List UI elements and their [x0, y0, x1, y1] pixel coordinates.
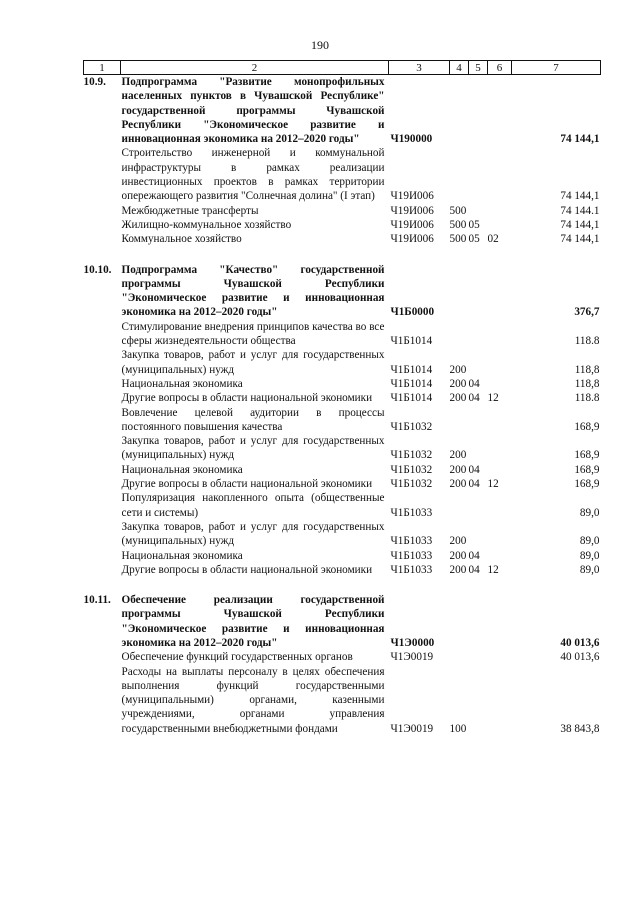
row-code: Ч1Б1014 — [390, 363, 433, 376]
row-subsection — [488, 75, 512, 147]
header-col-2: 2 — [121, 61, 389, 75]
budget-table — [83, 60, 601, 736]
row-number — [84, 549, 121, 563]
row-code: Ч1Б1033 — [390, 563, 433, 576]
row-expense-type — [450, 491, 469, 520]
row-amount: 38 843,8 — [560, 722, 600, 735]
row-subsection — [488, 320, 512, 349]
row-code: Ч1Б0000 — [390, 306, 435, 319]
spacer-row — [84, 247, 601, 263]
table-row — [84, 232, 601, 246]
table-row — [84, 434, 601, 463]
table-row — [84, 218, 601, 232]
row-expense-type: 500 — [449, 233, 467, 246]
row-section: 04 — [468, 377, 480, 390]
row-number: 10.10. — [83, 263, 112, 276]
row-expense-type: 500 — [449, 204, 467, 217]
row-section — [469, 75, 488, 147]
table-row — [84, 463, 601, 477]
row-code: Ч1Б1032 — [390, 463, 433, 476]
row-code: Ч1Б1032 — [390, 449, 433, 462]
row-amount: 376,7 — [574, 306, 600, 319]
row-section: 04 — [468, 463, 480, 476]
row-description: Межбюджетные трансферты — [121, 204, 259, 217]
row-amount: 74 144,1 — [560, 218, 600, 231]
section-row — [84, 75, 601, 147]
row-description: Национальная экономика — [121, 463, 243, 476]
table-row — [84, 320, 601, 349]
header-col-7: 7 — [512, 61, 601, 75]
table-row — [84, 650, 601, 664]
table-row — [84, 563, 601, 577]
row-code: Ч19И006 — [390, 190, 434, 203]
row-amount: 40 013,6 — [560, 636, 600, 649]
spacer-row — [84, 577, 601, 593]
row-subsection — [488, 218, 512, 232]
row-number: 10.11. — [83, 594, 111, 607]
row-amount: 40 013,6 — [560, 651, 600, 664]
row-amount: 89,0 — [579, 535, 600, 548]
header-col-4: 4 — [450, 61, 469, 75]
table-row — [84, 549, 601, 563]
row-section — [469, 491, 488, 520]
row-code: Ч1Э0000 — [390, 636, 435, 649]
row-subsection: 12 — [487, 563, 499, 576]
row-number — [84, 463, 121, 477]
row-subsection — [488, 665, 512, 736]
row-code: Ч1Э0019 — [390, 722, 434, 735]
row-section — [469, 320, 488, 349]
row-description: Другие вопросы в области национальной экономики — [121, 392, 373, 405]
table-row — [84, 146, 601, 203]
row-code: Ч1Э0019 — [390, 651, 434, 664]
row-expense-type: 200 — [449, 463, 467, 476]
row-section — [469, 348, 488, 377]
row-section: 04 — [468, 392, 480, 405]
row-description: Закупка товаров, работ и услуг для государственных (муниципальных) нужд — [121, 520, 385, 548]
row-section: 04 — [468, 549, 480, 562]
row-amount: 118.8 — [574, 392, 600, 405]
row-expense-type: 200 — [449, 363, 467, 376]
row-subsection — [488, 348, 512, 377]
row-number — [84, 146, 121, 203]
row-description: Популяризация накопленного опыта (общественные сети и системы) — [121, 492, 385, 519]
row-code: Ч19И006 — [390, 218, 434, 231]
row-code: Ч1Б1014 — [390, 392, 433, 405]
row-section — [469, 146, 488, 203]
table-row — [84, 391, 601, 405]
table-row — [84, 520, 601, 549]
spacer-cell — [84, 577, 601, 593]
row-expense-type — [450, 593, 469, 650]
row-section — [469, 665, 488, 736]
row-code: Ч1Б1032 — [390, 420, 433, 433]
row-expense-type — [450, 406, 469, 435]
row-section: 04 — [468, 478, 480, 491]
row-description: Национальная экономика — [121, 377, 243, 390]
row-amount: 168,9 — [574, 449, 600, 462]
row-subsection — [488, 491, 512, 520]
row-amount: 168,9 — [574, 463, 600, 476]
row-amount: 168,9 — [574, 420, 600, 433]
row-subsection: 12 — [487, 392, 499, 405]
table-header — [84, 61, 601, 75]
row-subsection — [488, 650, 512, 664]
row-section — [469, 593, 488, 650]
row-amount: 74 144,1 — [560, 190, 600, 203]
row-expense-type — [450, 146, 469, 203]
row-expense-type — [450, 263, 469, 320]
row-section — [469, 406, 488, 435]
row-section — [469, 650, 488, 664]
table-row — [84, 665, 601, 736]
row-number — [84, 218, 121, 232]
header-col-1: 1 — [84, 61, 121, 75]
row-section: 05 — [468, 218, 480, 231]
table-row — [84, 377, 601, 391]
row-description: Закупка товаров, работ и услуг для государственных (муниципальных) нужд — [121, 435, 385, 462]
table-row — [84, 491, 601, 520]
header-col-3: 3 — [389, 61, 450, 75]
row-amount: 168,9 — [574, 478, 600, 491]
row-subsection: 02 — [487, 233, 499, 246]
row-number — [84, 406, 121, 435]
row-description: Подпрограмма "Развитие монопрофильных населенных пунктов в Чувашской Республике" государственной программы Чувашской Республики "Экономическое развитие и инновационная экономика на 2012–2020 годы" — [121, 76, 385, 146]
row-code: Ч1Б1033 — [390, 549, 433, 562]
row-section — [469, 263, 488, 320]
row-number — [84, 491, 121, 520]
row-amount: 89,0 — [579, 549, 600, 562]
row-subsection — [488, 377, 512, 391]
section-row — [84, 263, 601, 320]
row-expense-type: 100 — [449, 722, 467, 735]
table-row — [84, 348, 601, 377]
row-expense-type: 500 — [449, 218, 467, 231]
row-subsection — [488, 406, 512, 435]
row-subsection — [488, 520, 512, 549]
row-amount: 74 144,1 — [560, 133, 600, 146]
row-description: Жилищно-коммунальное хозяйство — [121, 218, 292, 231]
row-description: Строительство инженерной и коммунальной инфраструктуры в рамках реализации инвестиционных проектов в рамках территории опережающего развития "Солнечная долина" (I этап) — [121, 147, 385, 203]
row-amount: 74 144.1 — [560, 204, 600, 217]
row-number — [84, 391, 121, 405]
row-description: Обеспечение реализации государственной программы Чувашской Республики "Экономическое развитие и инновационная экономика на 2012–2020 годы" — [121, 594, 385, 649]
table-row — [84, 477, 601, 491]
row-number — [84, 477, 121, 491]
row-expense-type — [450, 75, 469, 147]
row-number — [84, 665, 121, 736]
row-expense-type — [450, 650, 469, 664]
row-expense-type: 200 — [449, 549, 467, 562]
row-description: Стимулирование внедрения принципов качества во все сферы жизнедеятельности общества — [121, 320, 385, 348]
row-number — [84, 434, 121, 463]
row-expense-type: 200 — [449, 377, 467, 390]
row-description: Вовлечение целевой аудитории в процессы постоянного повышения качества — [121, 406, 385, 433]
row-number — [84, 232, 121, 246]
row-number — [84, 650, 121, 664]
page-number: 190 — [311, 38, 329, 52]
row-subsection: 12 — [487, 478, 499, 491]
row-amount: 118.8 — [574, 335, 600, 348]
row-number — [84, 348, 121, 377]
row-subsection — [488, 463, 512, 477]
row-description: Другие вопросы в области национальной экономики — [121, 563, 373, 576]
row-code: Ч19И006 — [390, 204, 434, 217]
table-body — [84, 75, 601, 737]
row-number — [84, 377, 121, 391]
row-subsection — [488, 549, 512, 563]
row-number — [84, 204, 121, 218]
row-section: 05 — [468, 233, 480, 246]
table-row — [84, 406, 601, 435]
row-expense-type — [450, 320, 469, 349]
row-section — [469, 204, 488, 218]
row-expense-type: 200 — [449, 563, 467, 576]
row-description: Обеспечение функций государственных органов — [121, 651, 353, 664]
row-subsection — [488, 434, 512, 463]
row-number — [84, 563, 121, 577]
row-code: Ч19И006 — [390, 233, 434, 246]
row-description: Другие вопросы в области национальной экономики — [121, 478, 373, 491]
row-description: Закупка товаров, работ и услуг для государственных (муниципальных) нужд — [121, 349, 385, 376]
row-amount: 118,8 — [574, 363, 600, 376]
row-expense-type: 200 — [449, 478, 467, 491]
row-amount: 74 144,1 — [560, 233, 600, 246]
row-description: Национальная экономика — [121, 549, 243, 562]
row-code: Ч1Б1014 — [390, 377, 433, 390]
row-expense-type: 200 — [449, 392, 467, 405]
row-amount: 118,8 — [574, 377, 600, 390]
row-code: Ч1Б1033 — [390, 506, 433, 519]
row-number: 10.9. — [83, 76, 106, 88]
table-row — [84, 204, 601, 218]
row-code: Ч190000 — [390, 133, 433, 146]
row-code: Ч1Б1033 — [390, 535, 433, 548]
row-description: Коммунальное хозяйство — [121, 233, 242, 246]
row-description: Подпрограмма "Качество" государственной программы Чувашской Республики "Экономическое развитие и инновационная экономика на 2012–2020 годы" — [121, 263, 385, 319]
row-section: 04 — [468, 563, 480, 576]
row-subsection — [488, 263, 512, 320]
spacer-cell — [84, 247, 601, 263]
row-amount: 89,0 — [579, 563, 600, 576]
row-number — [84, 520, 121, 549]
row-amount: 89,0 — [579, 506, 600, 519]
row-subsection — [488, 146, 512, 203]
row-section — [469, 520, 488, 549]
row-number — [84, 320, 121, 349]
row-expense-type: 200 — [449, 449, 467, 462]
header-col-6: 6 — [488, 61, 512, 75]
section-row — [84, 593, 601, 650]
row-code: Ч1Б1014 — [390, 335, 433, 348]
row-subsection — [488, 204, 512, 218]
row-subsection — [488, 593, 512, 650]
row-expense-type: 200 — [449, 535, 467, 548]
row-section — [469, 434, 488, 463]
header-col-5: 5 — [469, 61, 488, 75]
row-description: Расходы на выплаты персоналу в целях обеспечения выполнения функций государственными (муниципальными) органами, казенными учреждениями, органами управления государственными внебюджетными фондами — [121, 665, 385, 735]
row-code: Ч1Б1032 — [390, 478, 433, 491]
